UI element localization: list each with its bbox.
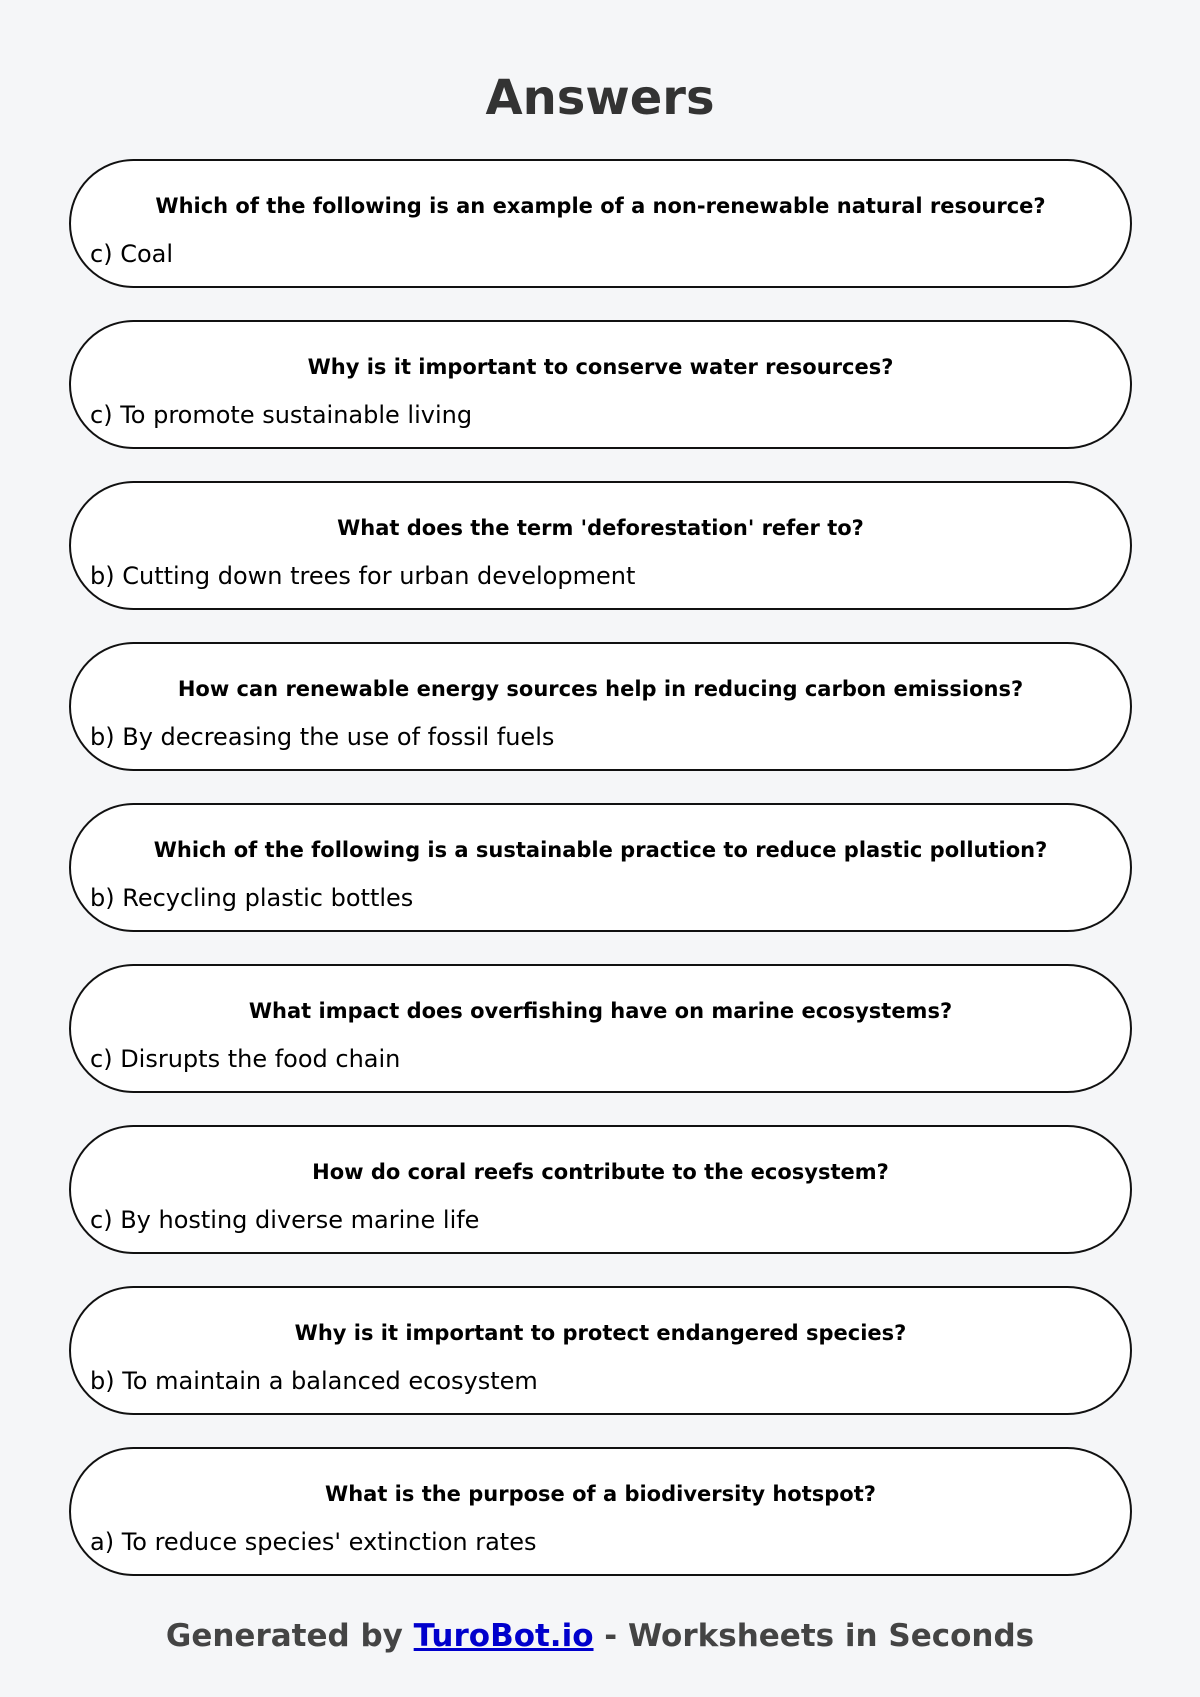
turobot-link[interactable]: TuroBot.io: [413, 1618, 594, 1654]
answer-text: b) Cutting down trees for urban development: [90, 562, 636, 590]
footer: [0, 1616, 1200, 1656]
page-title: Answers: [485, 70, 715, 126]
question-text: How do coral reefs contribute to the ecosystem?: [312, 1160, 889, 1184]
footer-prefix: Generated by: [165, 1618, 414, 1654]
question-text: Which of the following is an example of a non-renewable natural resource?: [155, 194, 1046, 218]
answer-card: [69, 481, 1132, 610]
question-text: Why is it important to conserve water resources?: [307, 355, 894, 379]
answer-text: c) Coal: [90, 240, 174, 268]
answer-text: b) To maintain a balanced ecosystem: [90, 1367, 538, 1395]
answer-text: a) To reduce species' extinction rates: [90, 1528, 537, 1556]
answer-text: b) By decreasing the use of fossil fuels: [90, 723, 555, 751]
question-text: What is the purpose of a biodiversity hotspot?: [325, 1482, 876, 1506]
answer-text: c) Disrupts the food chain: [90, 1045, 401, 1073]
answer-text: b) Recycling plastic bottles: [90, 884, 414, 912]
question-text: How can renewable energy sources help in reducing carbon emissions?: [177, 677, 1024, 701]
answer-card: [69, 803, 1132, 932]
answer-card: [69, 320, 1132, 449]
answer-card: [69, 1447, 1132, 1576]
answer-card: [69, 964, 1132, 1093]
answer-text: c) By hosting diverse marine life: [90, 1206, 480, 1234]
answer-text: c) To promote sustainable living: [90, 401, 473, 429]
question-text: What impact does overfishing have on marine ecosystems?: [248, 999, 953, 1023]
answer-card: [69, 1286, 1132, 1415]
footer-suffix: - Worksheets in Seconds: [593, 1618, 1035, 1654]
question-text: Which of the following is a sustainable practice to reduce plastic pollution?: [153, 838, 1048, 862]
question-text: Why is it important to protect endangered species?: [294, 1321, 907, 1345]
question-text: What does the term 'deforestation' refer to?: [337, 516, 864, 540]
answer-card: [69, 159, 1132, 288]
answer-card: [69, 1125, 1132, 1254]
answer-card: [69, 642, 1132, 771]
answer-list: [69, 159, 1132, 1608]
